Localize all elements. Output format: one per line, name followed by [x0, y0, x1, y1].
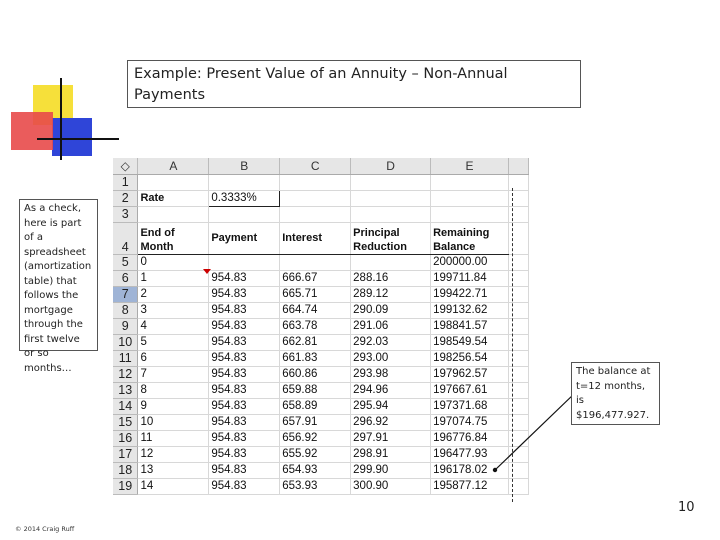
principal-cell[interactable]: 296.92 [351, 414, 431, 430]
month-cell[interactable]: 8 [138, 382, 209, 398]
table-row [113, 190, 529, 206]
table-row [113, 414, 529, 430]
balance-cell[interactable]: 198549.54 [431, 334, 509, 350]
row-header[interactable]: 2 [113, 190, 138, 206]
payment-cell[interactable]: 954.83 [209, 462, 280, 478]
balance-cell[interactable]: 199132.62 [431, 302, 509, 318]
column-header-row [113, 158, 529, 174]
principal-cell[interactable]: 299.90 [351, 462, 431, 478]
interest-cell[interactable]: 653.93 [280, 478, 351, 494]
callout-arrow [480, 390, 580, 480]
table-row [113, 270, 529, 286]
cell[interactable] [138, 206, 209, 222]
row-header[interactable]: 1 [113, 174, 138, 190]
balance-cell[interactable]: 195877.12 [431, 478, 509, 494]
spreadsheet-table [113, 158, 529, 495]
principal-cell[interactable]: 295.94 [351, 398, 431, 414]
row-header[interactable]: 17 [113, 446, 138, 462]
table-row [113, 366, 529, 382]
row-header[interactable]: 3 [113, 206, 138, 222]
month-cell[interactable]: 6 [138, 350, 209, 366]
table-row [113, 318, 529, 334]
balance-cell[interactable]: 197074.75 [431, 414, 509, 430]
payment-cell[interactable]: 954.83 [209, 478, 280, 494]
cell[interactable] [209, 174, 280, 190]
logo-blue-square [52, 118, 92, 156]
cell[interactable] [351, 174, 431, 190]
comment-marker-icon [203, 269, 211, 274]
balance-cell[interactable]: 199711.84 [431, 270, 509, 286]
interest-cell[interactable]: 666.67 [280, 270, 351, 286]
balance-cell[interactable]: 198841.57 [431, 318, 509, 334]
table-row [113, 286, 529, 302]
month-cell[interactable]: 14 [138, 478, 209, 494]
row-header[interactable]: 4 [113, 222, 138, 254]
interest-cell[interactable]: 665.71 [280, 286, 351, 302]
principal-cell[interactable] [351, 254, 431, 270]
payment-cell[interactable]: 954.83 [209, 366, 280, 382]
row-header[interactable]: 11 [113, 350, 138, 366]
balance-cell[interactable]: 196477.93 [431, 446, 509, 462]
payment-cell[interactable]: 954.83 [209, 350, 280, 366]
logo-red-square [11, 112, 53, 150]
column-header-d[interactable]: D [351, 158, 431, 174]
payment-cell[interactable] [209, 254, 280, 270]
rate-value-cell[interactable]: 0.3333% [209, 190, 280, 206]
interest-cell[interactable]: 655.92 [280, 446, 351, 462]
column-header-extra [509, 158, 529, 174]
rate-label-cell[interactable]: Rate [138, 190, 209, 206]
month-cell[interactable]: 12 [138, 446, 209, 462]
table-row [113, 302, 529, 318]
table-row [113, 174, 529, 190]
row-header[interactable]: 19 [113, 478, 138, 494]
cell[interactable] [209, 206, 280, 222]
header-principal-cell[interactable]: Principal Reduction [351, 222, 431, 254]
month-cell[interactable]: 4 [138, 318, 209, 334]
balance-cell[interactable]: 199422.71 [431, 286, 509, 302]
principal-cell[interactable]: 293.00 [351, 350, 431, 366]
table-row [113, 478, 529, 494]
payment-cell[interactable]: 954.83 [209, 382, 280, 398]
row-header[interactable]: 9 [113, 318, 138, 334]
header-payment-cell[interactable]: Payment [209, 222, 280, 254]
principal-cell[interactable]: 297.91 [351, 430, 431, 446]
copyright-text: © 2014 Craig Ruff [15, 525, 75, 533]
table-header-row [113, 222, 529, 254]
column-header-c[interactable]: C [280, 158, 351, 174]
cell[interactable] [431, 174, 509, 190]
row-header[interactable]: 14 [113, 398, 138, 414]
month-cell[interactable]: 13 [138, 462, 209, 478]
left-callout-note: As a check, here is part of a spreadsheet (amortization table) that follows the mortgage through the first twelve or so months… [19, 199, 98, 351]
month-cell[interactable]: 2 [138, 286, 209, 302]
cell[interactable] [351, 190, 431, 206]
principal-cell[interactable]: 300.90 [351, 478, 431, 494]
cell[interactable] [138, 174, 209, 190]
interest-cell[interactable]: 660.86 [280, 366, 351, 382]
month-cell[interactable]: 0 [138, 254, 209, 270]
principal-cell[interactable]: 293.98 [351, 366, 431, 382]
balance-cell[interactable]: 197667.61 [431, 382, 509, 398]
principal-cell[interactable]: 288.16 [351, 270, 431, 286]
header-interest-cell[interactable]: Interest [280, 222, 351, 254]
interest-cell[interactable] [280, 254, 351, 270]
interest-cell[interactable]: 657.91 [280, 414, 351, 430]
month-cell[interactable]: 1 [138, 270, 209, 286]
table-row [113, 462, 529, 478]
row-header[interactable]: 16 [113, 430, 138, 446]
slide-title: Example: Present Value of an Annuity – Non-Annual Payments [127, 60, 581, 108]
interest-cell[interactable]: 663.78 [280, 318, 351, 334]
principal-cell[interactable]: 289.12 [351, 286, 431, 302]
principal-cell[interactable]: 290.09 [351, 302, 431, 318]
interest-cell[interactable]: 654.93 [280, 462, 351, 478]
select-all-corner[interactable]: ◇ [113, 158, 138, 174]
table-row [113, 350, 529, 366]
cell[interactable] [431, 190, 509, 206]
table-row [113, 334, 529, 350]
data-rows [113, 254, 529, 494]
month-cell[interactable]: 9 [138, 398, 209, 414]
column-header-e[interactable]: E [431, 158, 509, 174]
month-cell[interactable]: 3 [138, 302, 209, 318]
row-header[interactable]: 7 [113, 286, 138, 302]
page-number: 10 [678, 500, 695, 515]
payment-cell[interactable]: 954.83 [209, 302, 280, 318]
table-row [113, 254, 529, 270]
payment-cell[interactable]: 954.83 [209, 446, 280, 462]
row-header[interactable]: 5 [113, 254, 138, 270]
row-header[interactable]: 13 [113, 382, 138, 398]
principal-cell[interactable]: 291.06 [351, 318, 431, 334]
logo-vertical-line [60, 78, 62, 160]
month-cell[interactable]: 11 [138, 430, 209, 446]
interest-cell[interactable]: 664.74 [280, 302, 351, 318]
row-header[interactable]: 10 [113, 334, 138, 350]
payment-cell[interactable]: 954.83 [209, 414, 280, 430]
row-header[interactable]: 15 [113, 414, 138, 430]
payment-cell[interactable]: 954.83 [209, 270, 280, 286]
balance-cell[interactable]: 197962.57 [431, 366, 509, 382]
payment-cell[interactable]: 954.83 [209, 286, 280, 302]
interest-cell[interactable]: 661.83 [280, 350, 351, 366]
table-row [113, 398, 529, 414]
payment-cell[interactable]: 954.83 [209, 398, 280, 414]
principal-cell[interactable]: 298.91 [351, 446, 431, 462]
month-cell[interactable]: 10 [138, 414, 209, 430]
payment-cell[interactable]: 954.83 [209, 318, 280, 334]
table-row [113, 446, 529, 462]
arrow-dot-icon [493, 468, 497, 472]
principal-cell[interactable]: 292.03 [351, 334, 431, 350]
right-callout-note: The balance at t=12 months, is $196,477.927. [571, 362, 660, 425]
header-month-cell[interactable]: End of Month [138, 222, 209, 254]
interest-cell[interactable]: 656.92 [280, 430, 351, 446]
logo-horizontal-line [37, 138, 119, 140]
month-cell[interactable]: 5 [138, 334, 209, 350]
balance-cell[interactable]: 200000.00 [431, 254, 509, 270]
spreadsheet [113, 158, 529, 503]
balance-cell[interactable]: 198256.54 [431, 350, 509, 366]
table-row [113, 382, 529, 398]
row-header[interactable]: 6 [113, 270, 138, 286]
interest-cell[interactable]: 659.88 [280, 382, 351, 398]
balance-cell[interactable]: 197371.68 [431, 398, 509, 414]
column-header-b[interactable]: B [209, 158, 280, 174]
row-header[interactable]: 12 [113, 366, 138, 382]
balance-cell[interactable]: 196178.02 [431, 462, 509, 478]
cell[interactable] [280, 174, 351, 190]
cell[interactable] [431, 206, 509, 222]
payment-cell[interactable]: 954.83 [209, 430, 280, 446]
column-header-a[interactable]: A [138, 158, 209, 174]
cell[interactable] [351, 206, 431, 222]
row-header[interactable]: 8 [113, 302, 138, 318]
month-cell[interactable]: 7 [138, 366, 209, 382]
interest-cell[interactable]: 662.81 [280, 334, 351, 350]
row-header[interactable]: 18 [113, 462, 138, 478]
interest-cell[interactable]: 658.89 [280, 398, 351, 414]
cell[interactable] [280, 206, 351, 222]
payment-cell[interactable]: 954.83 [209, 334, 280, 350]
principal-cell[interactable]: 294.96 [351, 382, 431, 398]
header-balance-cell[interactable]: Remaining Balance [431, 222, 509, 254]
balance-cell[interactable]: 196776.84 [431, 430, 509, 446]
cell[interactable] [280, 190, 351, 206]
table-row [113, 206, 529, 222]
table-row [113, 430, 529, 446]
